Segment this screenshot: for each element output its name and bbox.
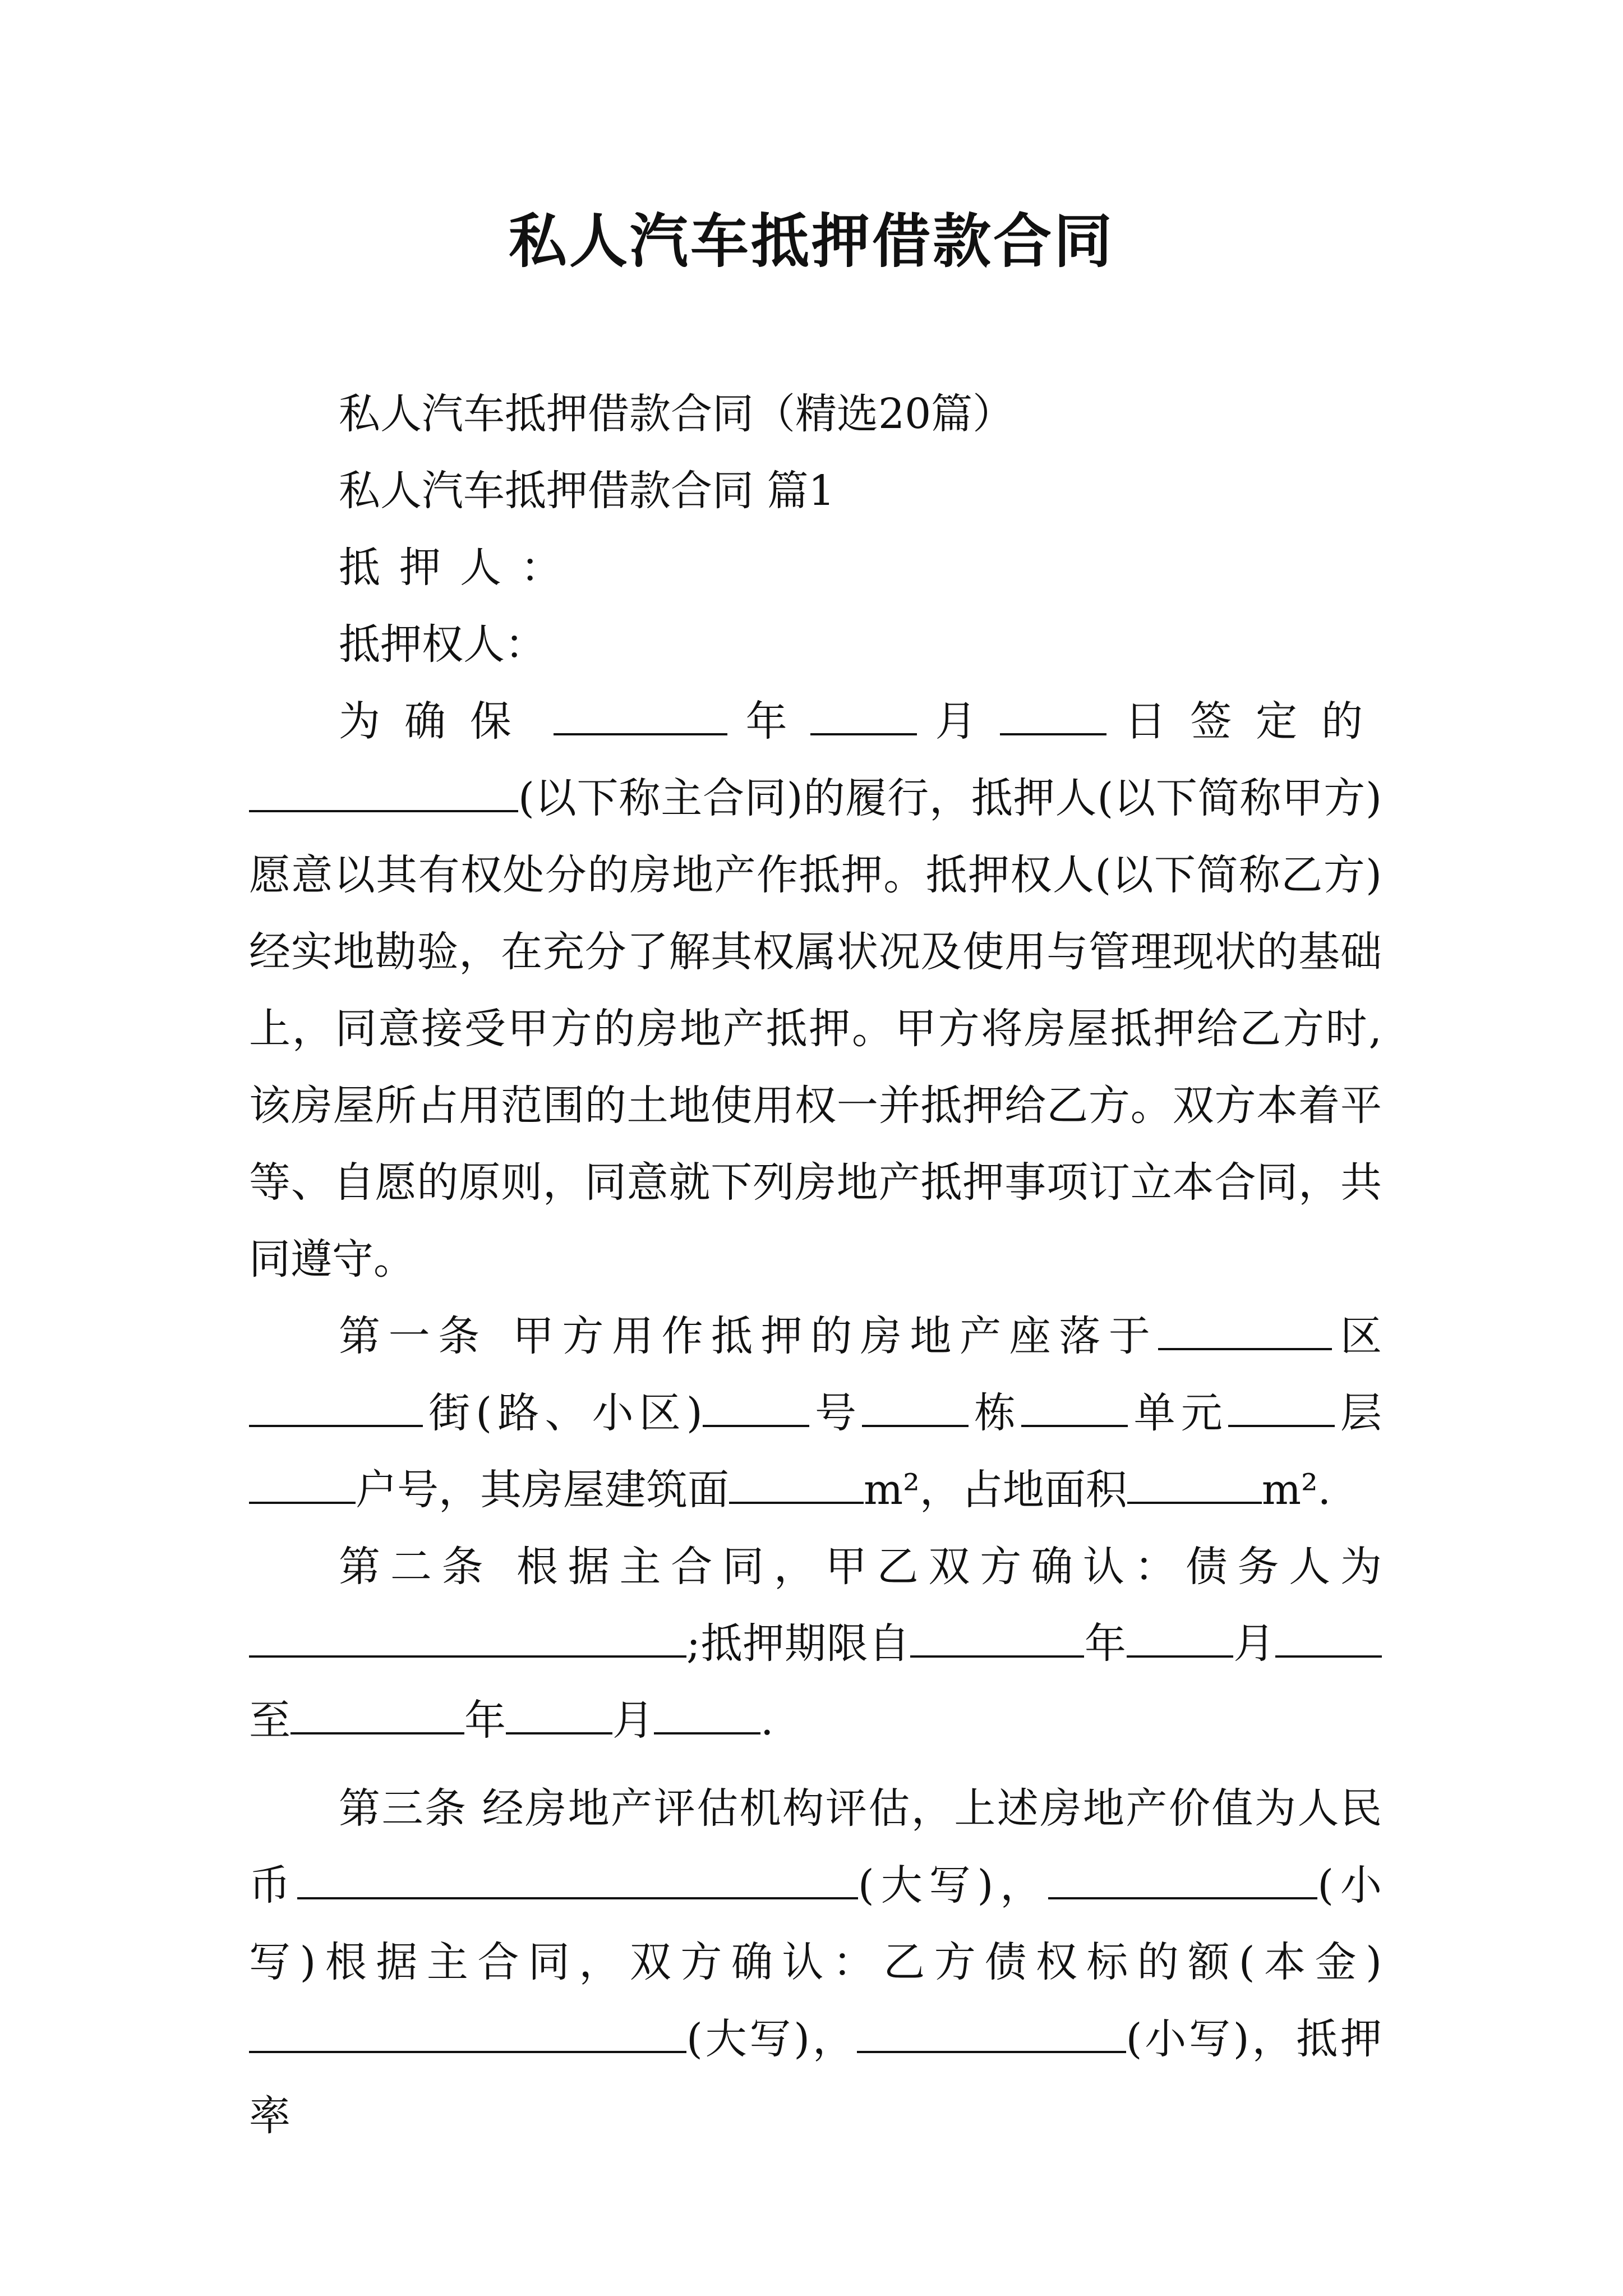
article-1-text-3: 街(路、小区) xyxy=(423,1389,703,1437)
blank-district[interactable] xyxy=(1158,1314,1332,1350)
blank-street[interactable] xyxy=(249,1391,423,1427)
article-2-text-5: 至 xyxy=(249,1696,291,1745)
mortgagee-label: 抵押权人： xyxy=(339,620,546,669)
blank-land-area[interactable] xyxy=(1127,1468,1262,1504)
blank-unit[interactable] xyxy=(1021,1391,1128,1427)
article-1-text-10: m². xyxy=(1261,1466,1331,1514)
blank-building-area[interactable] xyxy=(729,1468,864,1504)
document-title: 私人汽车抵押借款合同 xyxy=(508,206,1114,275)
article-3-paragraph xyxy=(249,1770,1382,2155)
blank-value-lowercase[interactable] xyxy=(1048,1864,1317,1899)
article-1-text-4: 号 xyxy=(809,1389,863,1437)
article-2-text-6: 年 xyxy=(464,1696,506,1745)
article-2-text-4: 月 xyxy=(1233,1619,1276,1668)
article-3-text-2: (大写)， xyxy=(857,1861,1049,1910)
blank-number[interactable] xyxy=(703,1391,809,1427)
heading-collection xyxy=(249,376,1382,453)
blank-month[interactable] xyxy=(810,700,917,735)
blank-end-day[interactable] xyxy=(654,1699,760,1734)
article-3-text-4: (大写)， xyxy=(686,2015,857,2063)
intro-text-1: 为确保 xyxy=(339,697,536,746)
blank-building[interactable] xyxy=(862,1391,969,1427)
heading-part-1 xyxy=(249,453,1382,530)
document-body xyxy=(249,376,1382,2155)
blank-start-day[interactable] xyxy=(1275,1622,1382,1658)
intro-text-3: 月 xyxy=(935,697,982,746)
intro-paragraph xyxy=(249,683,1382,1298)
article-1-text-1: 第一条 甲方用作抵押的房地产座落于 xyxy=(339,1312,1159,1360)
blank-floor[interactable] xyxy=(1228,1391,1335,1427)
article-2-text-2: ;抵押期限自 xyxy=(686,1619,911,1668)
article-3-text-3: (小写)根据主合同，双方确认：乙方债权标的额(本金) xyxy=(249,1861,1382,1986)
blank-room[interactable] xyxy=(249,1468,356,1504)
blank-end-year[interactable] xyxy=(291,1699,464,1734)
article-1-text-9: m²，占地面积 xyxy=(864,1466,1127,1514)
blank-principal-uppercase[interactable] xyxy=(249,2017,686,2053)
article-2-paragraph xyxy=(249,1529,1382,1759)
article-1-text-8: 户号，其房屋建筑面 xyxy=(356,1466,729,1514)
intro-text-5: (以下称主合同)的履行，抵押人(以下简称甲方)愿意以其有权处分的房地产作抵押。抵押权人(以下简称乙方)经实地勘验，在充分了解其权属状况及使用与管理现状的基础上，同意接受甲方的房地产抵押。甲方将房屋抵押给乙方时,该房屋所占用范围的土地使用权一并抵押给乙方。双方本着平等、自愿的原则，同意就下列房地产抵押事项订立本合同，共同遵守。 xyxy=(249,774,1382,1283)
mortgagee-line xyxy=(249,606,1382,683)
intro-text-4: 日签定的 xyxy=(1124,697,1382,746)
blank-principal-lowercase[interactable] xyxy=(857,2017,1126,2053)
article-3-text-1: 第三条 经房地产评估机构评估，上述房地产价值为人民币 xyxy=(249,1784,1382,1910)
blank-day[interactable] xyxy=(1000,700,1106,735)
heading-collection-text: 私人汽车抵押借款合同（精选20篇） xyxy=(339,390,1015,438)
article-3-text-5: (小写)，抵押率 xyxy=(249,2015,1382,2140)
intro-text-2: 年 xyxy=(745,697,792,746)
article-2-text-7: 月 xyxy=(612,1696,654,1745)
article-2-text-1: 第二条 根据主合同，甲乙双方确认：债务人为 xyxy=(339,1543,1382,1591)
blank-start-month[interactable] xyxy=(1127,1622,1233,1658)
blank-start-year[interactable] xyxy=(910,1622,1084,1658)
blank-year[interactable] xyxy=(554,700,727,735)
article-1-text-2: 区 xyxy=(1332,1312,1382,1360)
article-2-text-8: . xyxy=(760,1696,774,1745)
blank-main-contract[interactable] xyxy=(249,776,518,812)
article-1-text-6: 单元 xyxy=(1128,1389,1228,1437)
mortgagor-label: 抵押人： xyxy=(339,544,581,592)
article-2-text-3: 年 xyxy=(1084,1619,1127,1668)
heading-part-1-text: 私人汽车抵押借款合同 篇1 xyxy=(339,467,835,515)
article-1-text-5: 栋 xyxy=(969,1389,1022,1437)
article-1-text-7: 层 xyxy=(1334,1389,1382,1437)
article-1-paragraph xyxy=(249,1298,1382,1529)
mortgagor-line xyxy=(249,530,1382,606)
blank-value-uppercase[interactable] xyxy=(297,1864,858,1899)
blank-debtor[interactable] xyxy=(249,1622,686,1658)
blank-end-month[interactable] xyxy=(506,1699,612,1734)
